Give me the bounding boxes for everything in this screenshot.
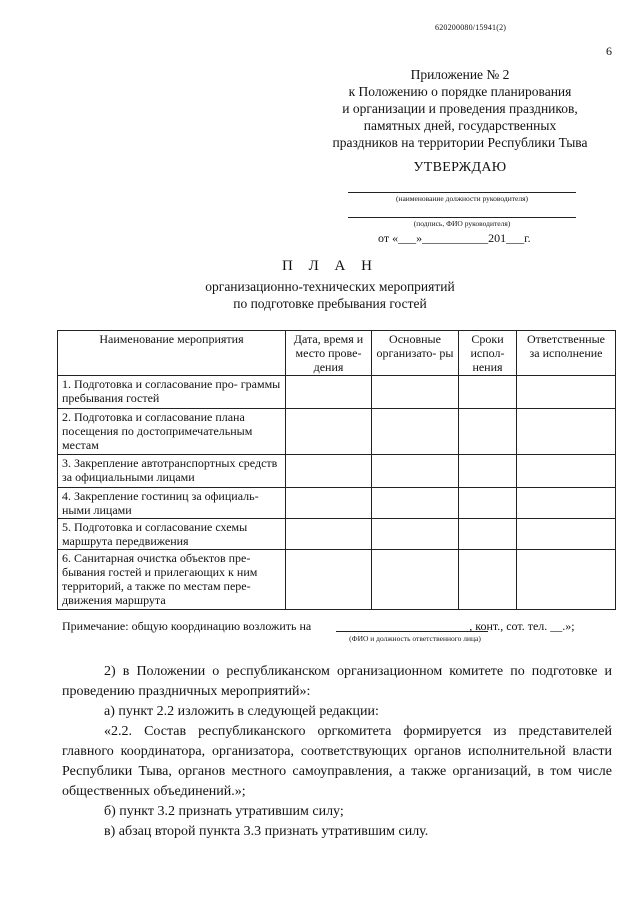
annex-line: памятных дней, государственных [363, 118, 557, 133]
annex-line: к Положению о порядке планирования [348, 84, 572, 99]
approval-title: УТВЕРЖДАЮ [413, 160, 507, 175]
note-line [62, 619, 575, 634]
approval-date-line: от «___»___________201___г. [378, 231, 531, 245]
empty-cell [517, 409, 616, 455]
activity-cell: 4. Закрепление гостиниц за официаль- ными лицами [58, 488, 286, 519]
table-row [58, 488, 616, 519]
table-header-row [58, 331, 616, 376]
paragraph: «2.2. Состав республиканского оргкомитета формируется из представителей главного координатора, организатора, соответствующих органов исполнительной власти Республики Тыва, органов местного самоуправления, а также организаций, в том числе общественных объединений.»; [62, 724, 612, 799]
plan-subtitle [140, 278, 520, 312]
plan-subtitle-line: организационно-технических мероприятий [205, 279, 455, 294]
position-caption: (наименование должности руководителя) [395, 194, 529, 203]
document-code: 620200080/15941(2) [435, 23, 507, 32]
position-signature-line [348, 192, 576, 193]
page-number: 6 [606, 44, 612, 58]
table-row [58, 550, 616, 610]
note-text: Примечание: общую координацию возложить на [62, 619, 312, 633]
empty-cell [517, 488, 616, 519]
responsible-underline [336, 631, 488, 632]
empty-cell [517, 376, 616, 409]
paragraph: б) пункт 3.2 признать утратившим силу; [104, 804, 344, 819]
table-row [58, 409, 616, 455]
table-row [58, 519, 616, 550]
empty-cell [286, 550, 372, 610]
empty-cell [517, 550, 616, 610]
empty-cell [286, 488, 372, 519]
annex-line: и организации и проведения праздников, [342, 101, 578, 116]
activity-cell: 2. Подготовка и согласование плана посещения по достопримечательным местам [58, 409, 286, 455]
empty-cell [517, 519, 616, 550]
responsible-caption: (ФИО и должность ответственного лица) [349, 634, 481, 643]
empty-cell [459, 409, 517, 455]
activity-cell: 5. Подготовка и согласование схемы маршрута передвижения [58, 519, 286, 550]
plan-title: П Л А Н [282, 258, 378, 274]
column-header-activity: Наименование мероприятия [58, 331, 286, 376]
paragraph: 2) в Положении о республиканском организационном комитете по подготовке и проведению праздничных мероприятий»: [62, 664, 612, 699]
column-header-organizers: Основные организато- ры [372, 331, 459, 376]
signature-caption: (подпись, ФИО руководителя) [413, 219, 511, 228]
note-contact-text: , конт., сот. тел. __.»; [469, 619, 575, 633]
empty-cell [286, 455, 372, 488]
empty-cell [286, 376, 372, 409]
empty-cell [372, 376, 459, 409]
activity-cell: 1. Подготовка и согласование про- граммы пребывания гостей [58, 376, 286, 409]
plan-subtitle-line: по подготовке пребывания гостей [233, 296, 427, 311]
empty-cell [372, 488, 459, 519]
empty-cell [372, 550, 459, 610]
column-header-deadline: Сроки испол- нения [459, 331, 517, 376]
column-header-responsible: Ответственные за исполнение [517, 331, 616, 376]
signature-line [348, 217, 576, 218]
annex-line: праздников на территории Республики Тыва [332, 135, 588, 150]
annex-heading [300, 66, 620, 151]
empty-cell [459, 455, 517, 488]
empty-cell [459, 550, 517, 610]
plan-table [57, 330, 616, 610]
paragraph: а) пункт 2.2 изложить в следующей редакции: [104, 704, 379, 719]
empty-cell [372, 409, 459, 455]
empty-cell [459, 519, 517, 550]
table-row [58, 376, 616, 409]
activity-cell: 3. Закрепление автотранспортных средств за официальными лицами [58, 455, 286, 488]
empty-cell [517, 455, 616, 488]
activity-cell: 6. Санитарная очистка объектов пре- бывания гостей и прилегающих к ним территорий, а также по местам пере- движения маршрута [58, 550, 286, 610]
column-header-date-place: Дата, время и место прове- дения [286, 331, 372, 376]
empty-cell [459, 376, 517, 409]
empty-cell [372, 455, 459, 488]
paragraph: в) абзац второй пункта 3.3 признать утратившим силу. [104, 824, 429, 839]
document-body [62, 662, 612, 842]
annex-line: Приложение № 2 [410, 67, 510, 82]
empty-cell [286, 409, 372, 455]
empty-cell [286, 519, 372, 550]
table-row [58, 455, 616, 488]
empty-cell [459, 488, 517, 519]
empty-cell [372, 519, 459, 550]
